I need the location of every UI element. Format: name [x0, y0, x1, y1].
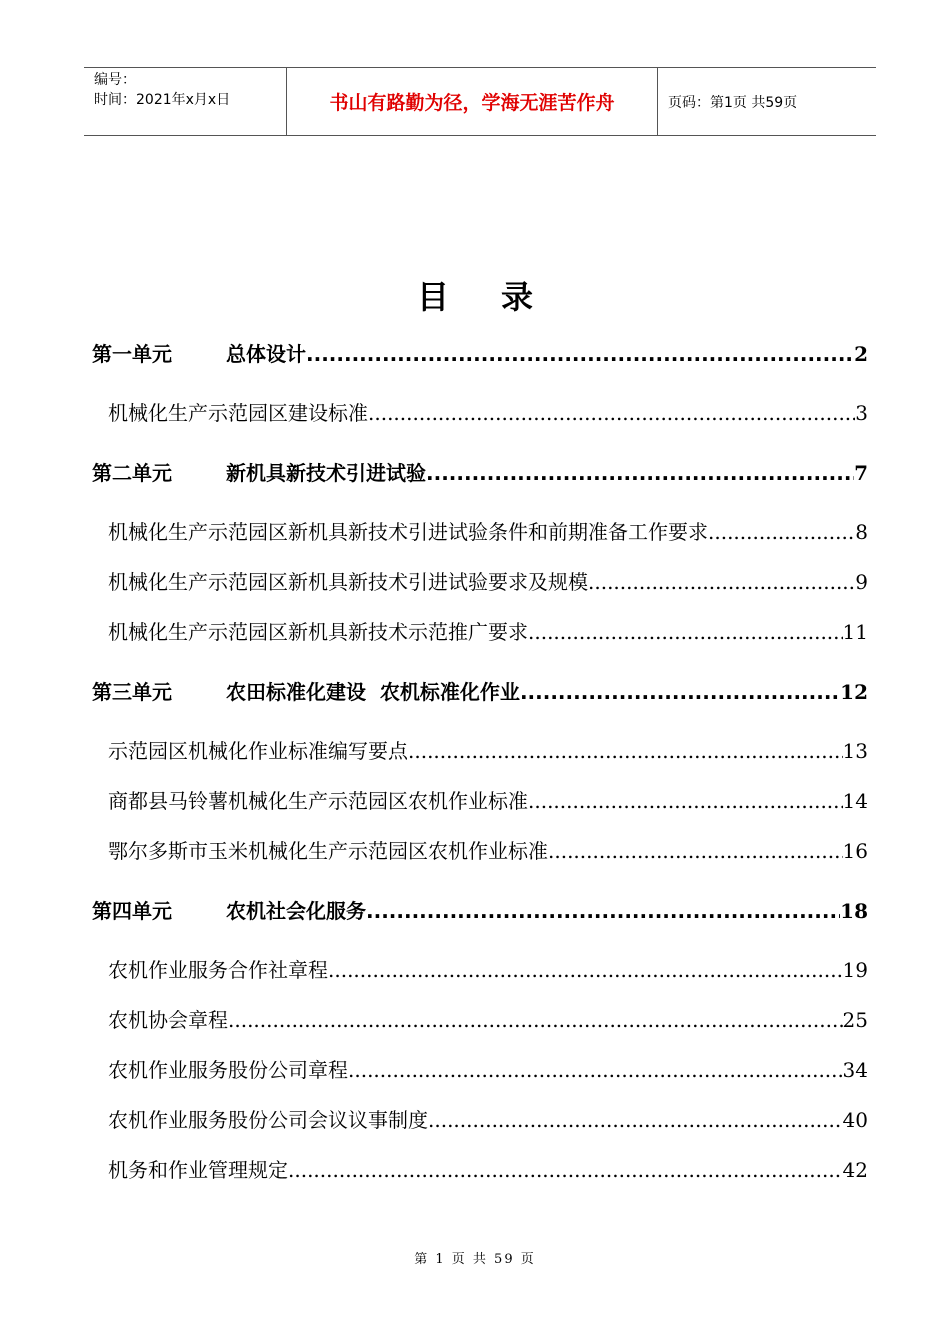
- leader-dots: [228, 1008, 843, 1032]
- toc-sub-entry[interactable]: [108, 616, 868, 645]
- entry-title: 商都县马铃薯机械化生产示范园区农机作业标准: [108, 789, 528, 813]
- page-number: 2: [854, 342, 868, 366]
- toc-unit-entry[interactable]: [92, 895, 868, 924]
- toc-title: 目录: [416, 278, 585, 316]
- page-number: 19: [842, 958, 868, 982]
- page-number: 25: [842, 1008, 868, 1032]
- leader-dots: [428, 1108, 843, 1132]
- page-number: 16: [842, 839, 868, 863]
- entry-title: 机械化生产示范园区新机具新技术示范推广要求: [108, 620, 528, 644]
- toc-sub-entry[interactable]: [108, 1104, 868, 1133]
- entry-title: 农机作业服务合作社章程: [108, 958, 328, 982]
- unit-number: 第四单元: [92, 899, 172, 923]
- page-number: 18: [840, 899, 868, 923]
- entry-title: 农机作业服务股份公司章程: [108, 1058, 348, 1082]
- toc-sub-entry[interactable]: [108, 835, 868, 864]
- entry-title: 机械化生产示范园区建设标准: [108, 401, 368, 425]
- leader-dots: [588, 570, 855, 594]
- entry-title: 机务和作业管理规定: [108, 1158, 288, 1182]
- toc-sub-entry[interactable]: [108, 1054, 868, 1083]
- unit-title: 农田标准化建设 农机标准化作业: [226, 680, 520, 704]
- header-motto: 书山有路勤为径，学海无涯苦作舟: [286, 68, 658, 135]
- page-number: 34: [842, 1058, 868, 1082]
- unit-title: 农机社会化服务: [226, 899, 366, 923]
- leader-dots: [548, 839, 843, 863]
- number-label: 编号：: [94, 72, 136, 88]
- leader-dots: [520, 680, 840, 704]
- time-label: 时间：2021年x月x日: [94, 92, 231, 108]
- page-number: 12: [840, 680, 868, 704]
- toc-sub-entry[interactable]: [108, 1004, 868, 1033]
- entry-title: 机械化生产示范园区新机具新技术引进试验要求及规模: [108, 570, 588, 594]
- leader-dots: [528, 789, 843, 813]
- leader-dots: [366, 899, 840, 923]
- toc-unit-entry[interactable]: [92, 338, 868, 367]
- header-page-info: 页码：第1页 共59页: [668, 94, 798, 111]
- entry-title: 农机作业服务股份公司会议议事制度: [108, 1108, 428, 1132]
- leader-dots: [528, 620, 843, 644]
- leader-dots: [288, 1158, 843, 1182]
- unit-number: 第一单元: [92, 342, 172, 366]
- toc-sub-entry[interactable]: [108, 397, 868, 426]
- page-number: 7: [854, 461, 868, 485]
- leader-dots: [348, 1058, 843, 1082]
- page-footer: 第 1 页 共 59 页: [414, 1252, 536, 1267]
- page-number: 9: [855, 570, 868, 594]
- unit-number: 第三单元: [92, 680, 172, 704]
- unit-number: 第二单元: [92, 461, 172, 485]
- toc-sub-entry[interactable]: [108, 516, 868, 545]
- leader-dots: [708, 520, 855, 544]
- leader-dots: [306, 342, 854, 366]
- leader-dots: [408, 739, 843, 763]
- page-header: [84, 67, 876, 136]
- header-meta: [84, 68, 286, 135]
- toc-sub-entry[interactable]: [108, 954, 868, 983]
- page-number: 14: [842, 789, 868, 813]
- page-number: 3: [855, 401, 868, 425]
- toc-sub-entry[interactable]: [108, 785, 868, 814]
- toc-sub-entry[interactable]: [108, 1154, 868, 1183]
- leader-dots: [426, 461, 854, 485]
- toc-unit-entry[interactable]: [92, 457, 868, 486]
- unit-title: 总体设计: [226, 342, 306, 366]
- unit-title: 新机具新技术引进试验: [226, 461, 426, 485]
- page-number: 13: [842, 739, 868, 763]
- toc-sub-entry[interactable]: [108, 735, 868, 764]
- page-number: 40: [842, 1108, 868, 1132]
- entry-title: 示范园区机械化作业标准编写要点: [108, 739, 408, 763]
- page-number: 42: [842, 1158, 868, 1182]
- entry-title: 鄂尔多斯市玉米机械化生产示范园区农机作业标准: [108, 839, 548, 863]
- leader-dots: [368, 401, 855, 425]
- page-number: 11: [842, 620, 868, 644]
- toc-unit-entry[interactable]: [92, 676, 868, 705]
- toc-sub-entry[interactable]: [108, 566, 868, 595]
- leader-dots: [328, 958, 843, 982]
- entry-title: 农机协会章程: [108, 1008, 228, 1032]
- page-number: 8: [855, 520, 868, 544]
- entry-title: 机械化生产示范园区新机具新技术引进试验条件和前期准备工作要求: [108, 520, 708, 544]
